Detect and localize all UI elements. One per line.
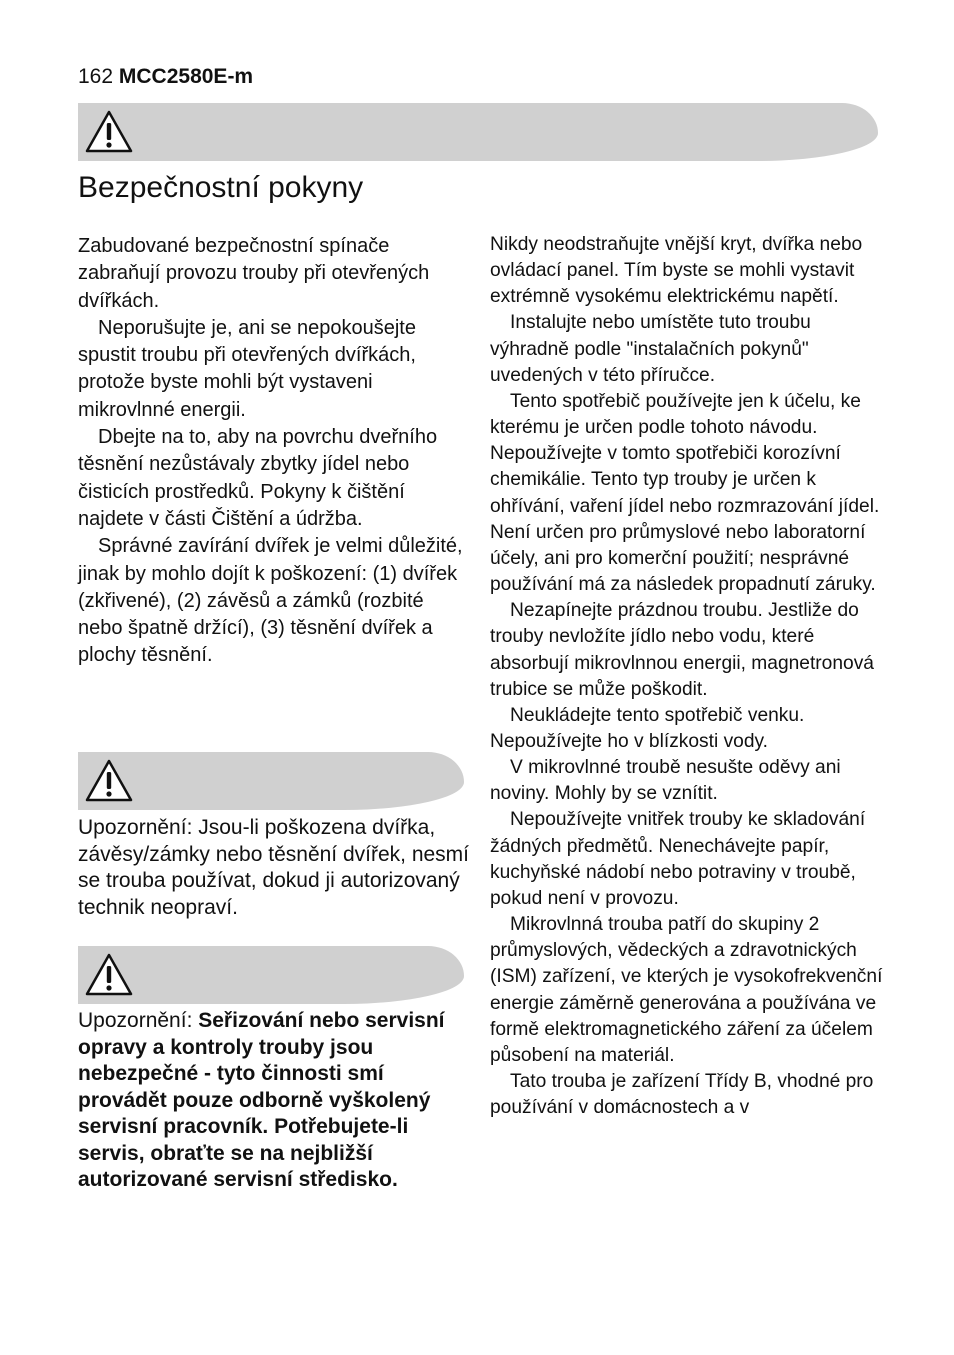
paragraph: Mikrovlnná trouba patří do skupiny 2 průmyslových, vědeckých a zdravotnických (ISM) zařízení, ve kterých je vysokofrekvenční energie záměrně generována a používána ve formě elektromagnetického záření za účelem působení na materiál. xyxy=(490,914,883,1066)
warning-2-bold-text: Seřizování nebo servisní opravy a kontroly trouby jsou nebezpečné - tyto činnosti smí provádět pouze odborně vyškolený servisní pracovník. Potřebujete-li servis, obraťte se na nejbližší autorizované servisní středisko. xyxy=(78,1009,445,1191)
left-column xyxy=(78,233,468,670)
warning-2-prefix: Upozornění: xyxy=(78,1009,199,1032)
warning-banner-2 xyxy=(78,946,464,1004)
warning-triangle-icon xyxy=(84,952,134,998)
paragraph: Nezapínejte prázdnou troubu. Jestliže do trouby nevložíte jídlo nebo vodu, které absorbují mikrovlnnou energii, magnetronová trubice se může poškodit. xyxy=(490,600,874,700)
paragraph: Dbejte na to, aby na povrchu dveřního těsnění nezůstávaly zbytky jídel nebo čisticích prostředků. Pokyny k čištění najdete v části Čištění a údržba. xyxy=(78,426,438,530)
model-name: MCC2580E-m xyxy=(118,65,254,88)
warning-triangle-icon xyxy=(84,758,134,804)
paragraph: Správné zavírání dvířek je velmi důležité, jinak by mohlo dojít k poškození: (1) dvířek (zkřivené), (2) závěsů a zámků (rozbité nebo špatně držící), (3) těsnění dvířek a plochy těsnění. xyxy=(78,535,463,667)
page-number: 162 xyxy=(78,65,114,88)
paragraph: V mikrovlnné troubě nesušte oděvy ani noviny. Mohly by se vznítit. xyxy=(490,757,841,805)
paragraph: Nepoužívejte vnitřek trouby ke skladování žádných předmětů. Nenechávejte papír, kuchyňské nádobí nebo potraviny v troubě, pokud není v provozu. xyxy=(490,809,866,909)
warning-banner-main xyxy=(78,103,878,161)
paragraph: Tato trouba je zařízení Třídy B, vhodné pro používání v domácnostech a v xyxy=(490,1071,874,1119)
paragraph: Neporušujte je, ani se nepokoušejte spustit troubu při otevřených dvířkách, protože byste mohli být vystaveni mikrovlnné energii. xyxy=(78,316,416,421)
paragraph: Neukládejte tento spotřebič venku. Nepoužívejte ho v blízkosti vody. xyxy=(490,704,805,752)
warning-2-text xyxy=(78,1008,473,1194)
page-title: Bezpečnostní pokyny xyxy=(78,171,364,204)
warning-1-text: Upozornění: Jsou-li poškozena dvířka, závěsy/zámky nebo těsnění dvířek, nesmí se trouba používat, dokud ji autorizovaný technik neopraví. xyxy=(78,816,470,919)
paragraph: Instalujte nebo umístěte tuto troubu výhradně podle "instalačních pokynů" uvedených v této příručce. xyxy=(490,312,811,386)
page-header xyxy=(78,64,253,90)
paragraph: Tento spotřebič používejte jen k účelu, ke kterému je určen podle tohoto návodu. Nepoužívejte v tomto spotřebiči korozívní chemikálie. Tento typ trouby je určen k ohřívání, vaření jídel nebo rozmrazování jídel. Není určen pro průmyslové nebo laboratorní účely, ani pro komerční použití; nesprávné používání má za následek propadnutí záruky. xyxy=(490,390,880,596)
warning-banner-1 xyxy=(78,752,464,810)
warning-triangle-icon xyxy=(84,109,134,155)
paragraph: Nikdy neodstraňujte vnější kryt, dvířka nebo ovládací panel. Tím byste se mohli vystavit extrémně vysokému elektrickému napětí. xyxy=(490,234,863,308)
paragraph: Zabudované bezpečnostní spínače zabraňují provozu trouby při otevřených dvířkách. xyxy=(78,235,430,312)
right-column xyxy=(490,232,890,1121)
